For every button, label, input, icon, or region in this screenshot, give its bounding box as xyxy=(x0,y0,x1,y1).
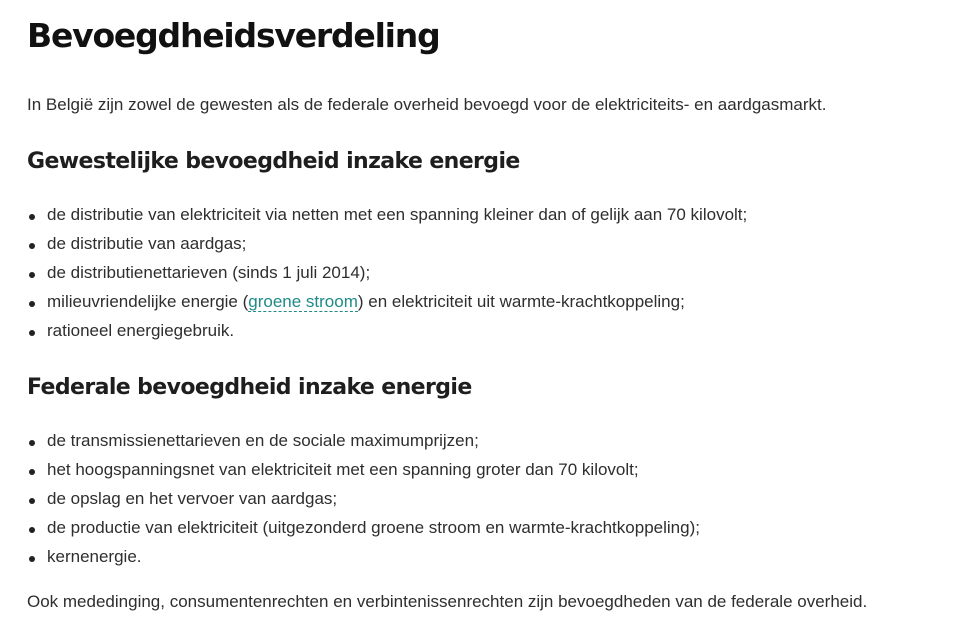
intro-paragraph: In België zijn zowel de gewesten als de federale overheid bevoegd voor de elektriciteits- en aardgasmarkt. xyxy=(27,95,827,114)
list-item-text-before: milieuvriendelijke energie ( xyxy=(47,292,249,311)
list-item: de productie van elektriciteit (uitgezonderd groene stroom en warmte-krachtkoppeling); xyxy=(27,516,700,545)
regional-heading: Gewestelijke bevoegdheid inzake energie xyxy=(27,149,520,174)
federal-list xyxy=(27,429,700,574)
list-item: kernenergie. xyxy=(27,545,700,574)
list-item xyxy=(27,290,747,319)
list-item: de distributie van elektriciteit via netten met een spanning kleiner dan of gelijk aan 70 kilovolt; xyxy=(27,203,747,232)
list-item: de distributie van aardgas; xyxy=(27,232,747,261)
list-item: de opslag en het vervoer van aardgas; xyxy=(27,487,700,516)
page-title: Bevoegdheidsverdeling xyxy=(27,16,440,55)
list-item: rationeel energiegebruik. xyxy=(27,319,747,348)
list-item: de transmissienettarieven en de sociale maximumprijzen; xyxy=(27,429,700,458)
regional-list xyxy=(27,203,747,348)
list-item: het hoogspanningsnet van elektriciteit met een spanning groter dan 70 kilovolt; xyxy=(27,458,700,487)
federal-heading: Federale bevoegdheid inzake energie xyxy=(27,375,472,400)
outro-paragraph: Ook mededinging, consumentenrechten en verbintenissenrechten zijn bevoegdheden van de federale overheid. xyxy=(27,592,868,611)
green-electricity-link[interactable]: groene stroom xyxy=(248,292,358,311)
list-item-text-after: ) en elektriciteit uit warmte-krachtkoppeling; xyxy=(357,292,685,311)
list-item: de distributienettarieven (sinds 1 juli 2014); xyxy=(27,261,747,290)
